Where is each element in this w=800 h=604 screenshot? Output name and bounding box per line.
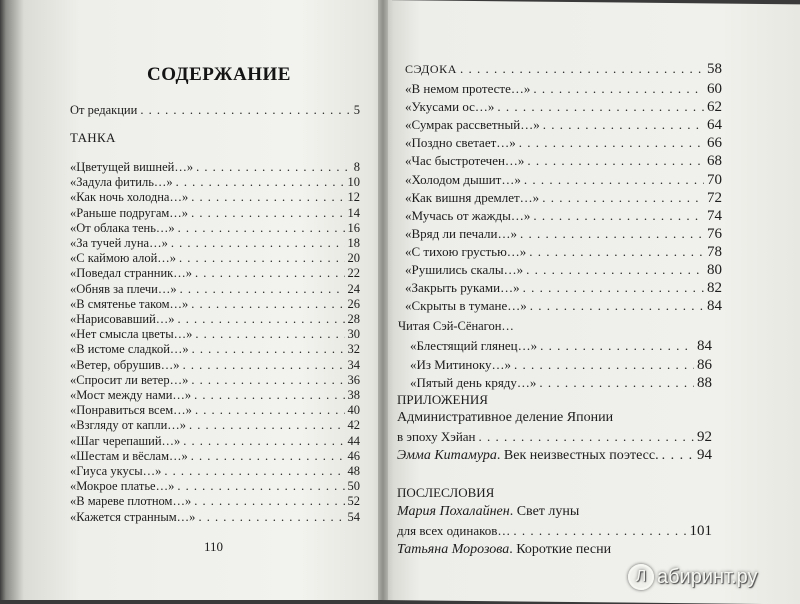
leader-dots: [192, 342, 345, 357]
leader-dots: [519, 134, 704, 151]
toc-entry-title: «Как вишня дремлет…»: [405, 189, 540, 205]
toc-entry-page: 52: [347, 494, 360, 509]
toc-entry-title: «Гиуса укусы…»: [70, 464, 162, 478]
toc-entry-title: «За тучей луна…»: [70, 236, 168, 250]
leader-dots: [520, 225, 704, 242]
toc-entry-title: «В немом протесте…»: [405, 81, 531, 96]
toc-entry-title: «Шестам и вёслам…»: [70, 448, 188, 463]
toc-entry-row[interactable]: [70, 160, 360, 175]
toc-entry-page: 86: [697, 356, 712, 373]
toc-entry-row[interactable]: [70, 297, 360, 312]
toc-entry-title: «Укусами ос…»: [405, 99, 495, 115]
leader-dots: [179, 251, 344, 266]
leader-dots: [191, 373, 344, 388]
toc-entry-row[interactable]: [70, 190, 360, 205]
toc-entry-title: «Блестящий глянец…»: [410, 338, 538, 353]
toc-entry-page: 38: [347, 388, 360, 402]
leader-dots: [533, 207, 704, 224]
toc-entry-title: «В смятенье таком…»: [70, 296, 189, 311]
afterword-item1-line2: для всех одинаков…: [397, 523, 511, 538]
toc-entry-title: «Цветущей вишней…»: [70, 160, 194, 174]
toc-entry-title: «Поведал странник…»: [70, 266, 192, 281]
leader-dots: [527, 152, 704, 169]
afterword-item1-title: . Свет луны: [509, 504, 580, 519]
leader-dots: [543, 116, 704, 133]
appendix-item2-author: Эмма Китамура: [397, 448, 497, 463]
leader-dots: [177, 479, 344, 494]
toc-entry-title: «С каймою алой…»: [70, 251, 177, 266]
leader-dots: [524, 171, 704, 188]
toc-entry-row[interactable]: [70, 373, 360, 388]
leader-dots: [140, 103, 350, 118]
reading-heading: Читая Сэй-Сёнагон…: [398, 319, 514, 333]
leader-dots: [195, 327, 344, 342]
section-heading-sedoka: СЭДОКА: [405, 62, 458, 76]
toc-entry-title: «В истоме сладкой…»: [70, 342, 189, 357]
toc-entry-row[interactable]: [70, 418, 360, 433]
afterword-item2-author: Татьяна Морозова: [397, 542, 510, 557]
appendix-heading: ПРИЛОЖЕНИЯ: [397, 392, 488, 407]
toc-entry-row[interactable]: [410, 337, 712, 355]
toc-entry-title: «Раньше подругам…»: [70, 205, 189, 220]
toc-entry-page: 74: [707, 207, 722, 224]
toc-entry-page: 8: [353, 160, 360, 174]
leader-dots: [514, 356, 694, 373]
toc-entry-title: «Нет смысла цветы…»: [70, 327, 193, 342]
toc-entry-row[interactable]: [70, 358, 360, 373]
toc-entry-page: 60: [707, 81, 722, 97]
toc-section-row-sedoka[interactable]: [405, 60, 722, 78]
toc-entry-title: «С тихою грустью…»: [405, 243, 527, 259]
toc-entry-title: «Пятый день кряду…»: [410, 375, 537, 390]
leader-dots: [180, 282, 345, 297]
toc-entry-row[interactable]: [405, 189, 722, 207]
toc-entry-page: 54: [347, 509, 360, 524]
leader-dots: [191, 449, 345, 464]
leader-dots: [542, 189, 704, 206]
leader-dots: [196, 160, 351, 175]
toc-entry-row[interactable]: [70, 312, 360, 327]
afterword-heading: ПОСЛЕСЛОВИЯ: [397, 485, 495, 500]
toc-entry-page: 22: [347, 266, 360, 281]
leader-dots: [191, 206, 344, 221]
book-gutter: [378, 0, 388, 600]
toc-entry-row[interactable]: [70, 494, 360, 509]
toc-entry-page: 94: [697, 447, 712, 463]
toc-entry-page: 28: [347, 312, 360, 326]
leader-dots: [171, 236, 345, 251]
toc-entry-row[interactable]: [70, 464, 360, 479]
toc-entry-title: «Сумрак рассветный…»: [405, 117, 540, 133]
toc-entry-page: 50: [347, 479, 360, 494]
appendix-item1-row[interactable]: [397, 428, 712, 446]
toc-entry-row[interactable]: [405, 225, 722, 243]
toc-entry-row[interactable]: [405, 171, 722, 189]
toc-entry-title: «Взгляду от капли…»: [70, 418, 187, 433]
toc-entry-row[interactable]: [405, 279, 722, 297]
leader-dots: [191, 297, 344, 312]
toc-entry-page: 42: [347, 418, 360, 433]
toc-entry-row[interactable]: [405, 297, 722, 315]
toc-entry-page: 92: [697, 429, 712, 445]
leader-dots: [178, 312, 345, 327]
afterword-item1-row[interactable]: [397, 522, 712, 540]
leader-dots: [526, 261, 704, 278]
toc-entry-title: «Поздно светает…»: [405, 135, 516, 151]
toc-entry-row[interactable]: [405, 80, 722, 98]
toc-entry-page: 36: [347, 372, 360, 387]
toc-entry-row[interactable]: [70, 221, 360, 236]
leader-dots: [194, 494, 344, 509]
page-number: 110: [204, 539, 224, 554]
leader-dots: [195, 266, 345, 281]
leader-dots: [164, 464, 344, 479]
afterword-item2-title: . Короткие песни: [509, 542, 612, 557]
toc-entry-title: «Понравиться всем…»: [70, 403, 192, 418]
leader-dots: [529, 243, 704, 260]
leader-dots: [540, 337, 694, 354]
toc-entry-page: 40: [347, 403, 360, 418]
toc-entry-row[interactable]: [405, 261, 722, 279]
watermark-logo-icon: Л: [628, 564, 654, 590]
toc-entry-title: «Час быстротечен…»: [405, 153, 525, 169]
toc-entry-title: «Кажется странным…»: [70, 509, 196, 524]
leader-dots: [539, 374, 694, 391]
watermark: [628, 564, 758, 590]
toc-entry-title: «Холодом дышит…»: [405, 171, 521, 187]
toc-entry-row[interactable]: [405, 152, 722, 170]
toc-entry-row[interactable]: [70, 327, 360, 342]
leader-dots: [497, 98, 704, 115]
toc-entry-page: 10: [347, 175, 360, 190]
leader-dots: [176, 175, 345, 190]
toc-entry-row[interactable]: [70, 434, 360, 449]
toc-entry-page: 88: [697, 375, 712, 391]
toc-entry-page: 32: [347, 342, 360, 357]
toc-entry-title: «Скрыты в тумане…»: [405, 298, 527, 314]
toc-entry-title: «Мост между нами…»: [70, 388, 192, 402]
toc-entry-page: 70: [707, 171, 722, 188]
toc-entry-page: 68: [707, 153, 722, 170]
toc-entry-row[interactable]: [70, 206, 360, 221]
leader-dots: [178, 221, 345, 236]
appendix-item1-line1[interactable]: Административное деление Японии: [397, 410, 614, 425]
toc-entry-page: 24: [347, 281, 360, 296]
toc-entry-page: 58: [707, 61, 722, 77]
toc-entry-title: «Вряд ли печали…»: [405, 225, 517, 241]
toc-entry-page: 30: [347, 327, 360, 342]
appendix-item2-title: . Век неизвестных поэтесс.: [496, 448, 659, 463]
toc-entry-page: 12: [347, 190, 360, 205]
toc-entry-title: «Мокрое платье…»: [70, 479, 175, 494]
leader-dots: [191, 190, 344, 205]
afterword-item2-row[interactable]: [397, 541, 611, 558]
leader-dots: [479, 428, 694, 445]
appendix-item2-row[interactable]: [397, 447, 712, 464]
toc-entry-page: 34: [347, 357, 360, 372]
toc-entry-row[interactable]: [405, 116, 722, 134]
toc-editorial-row[interactable]: [70, 103, 360, 118]
toc-entry-page: 66: [707, 135, 722, 152]
leader-dots: [662, 447, 694, 464]
toc-entry-row[interactable]: [70, 266, 360, 281]
leader-dots: [195, 403, 345, 418]
toc-entry-page: 80: [707, 262, 722, 278]
toc-entry-row[interactable]: [70, 236, 360, 251]
toc-entry-row[interactable]: [70, 342, 360, 357]
toc-entry-row[interactable]: [70, 510, 360, 525]
toc-entry-title: «Обняв за плечи…»: [70, 281, 177, 296]
leader-dots: [533, 80, 704, 97]
toc-entry-row[interactable]: [410, 356, 712, 374]
toc-entry-page: 5: [353, 103, 360, 117]
toc-entry-row[interactable]: [70, 251, 360, 266]
toc-entry-title: «Закрыть руками…»: [405, 280, 520, 296]
toc-entry-title: «Ветер, обрушив…»: [70, 357, 180, 372]
toc-entry-page: 78: [707, 243, 722, 260]
toc-entry-row[interactable]: [405, 243, 722, 261]
toc-entry-title: «В мареве плотном…»: [70, 494, 192, 509]
toc-entry-page: 82: [707, 280, 722, 297]
toc-entry-title: «Как ночь холодна…»: [70, 190, 189, 205]
watermark-text: абиринт.ру: [657, 565, 758, 588]
toc-entry-title: «Мучась от жажды…»: [405, 207, 531, 223]
afterword-item1-line1[interactable]: [397, 503, 579, 520]
toc-entry-row[interactable]: [405, 207, 722, 225]
afterword-item1-author: Мария Похалайнен: [397, 504, 510, 519]
toc-entry-row[interactable]: [70, 175, 360, 190]
toc-entry-page: 46: [347, 448, 360, 463]
toc-entry-page: 18: [347, 236, 360, 250]
toc-entry-row[interactable]: [70, 388, 360, 403]
toc-entry-row[interactable]: [405, 134, 722, 152]
toc-entry-title: «Спросит ли ветер…»: [70, 372, 189, 387]
leader-dots: [523, 279, 704, 296]
toc-entry-title: «Из Митиноку…»: [410, 356, 512, 372]
toc-entry-row[interactable]: [70, 282, 360, 297]
toc-entry-title: «Задула фитиль…»: [70, 175, 173, 190]
toc-entry-row[interactable]: [70, 449, 360, 464]
toc-entry-title: «Шаг черепаший…»: [70, 433, 181, 448]
toc-entry-page: 26: [347, 296, 360, 311]
toc-entry-title: «Рушились скалы…»: [405, 262, 524, 277]
toc-entry-page: 84: [707, 298, 722, 315]
toc-entry-page: 84: [697, 338, 712, 354]
leader-dots: [194, 388, 344, 403]
contents-title: СОДЕРЖАНИЕ: [147, 64, 291, 85]
toc-entry-page: 64: [707, 117, 722, 134]
leader-dots: [530, 297, 704, 314]
leader-dots: [189, 418, 344, 433]
leader-dots: [198, 510, 344, 525]
toc-entry-title: «От облака тень…»: [70, 220, 175, 235]
toc-entry-title: «Нарисовавший…»: [70, 312, 175, 326]
leader-dots: [513, 522, 686, 539]
toc-entry-row[interactable]: [70, 403, 360, 418]
toc-entry-page: 62: [707, 99, 722, 116]
leader-dots: [183, 434, 344, 449]
toc-entry-page: 20: [347, 251, 360, 266]
toc-entry-page: 72: [707, 189, 722, 206]
leader-dots: [460, 60, 704, 77]
toc-entry-page: 14: [347, 205, 360, 220]
toc-entry-title: От редакции: [70, 103, 138, 117]
section-heading-tanka: ТАНКА: [70, 130, 116, 145]
toc-entry-page: 16: [347, 220, 360, 235]
toc-entry-page: 76: [707, 225, 722, 242]
toc-entry-page: 101: [689, 523, 712, 539]
toc-entry-page: 48: [347, 464, 360, 478]
leader-dots: [183, 358, 345, 373]
toc-entry-page: 44: [347, 433, 360, 448]
toc-entry-row[interactable]: [410, 374, 712, 392]
toc-entry-row[interactable]: [70, 479, 360, 494]
appendix-item1-line2: в эпоху Хэйан: [397, 429, 476, 444]
toc-entry-row[interactable]: [405, 98, 722, 116]
